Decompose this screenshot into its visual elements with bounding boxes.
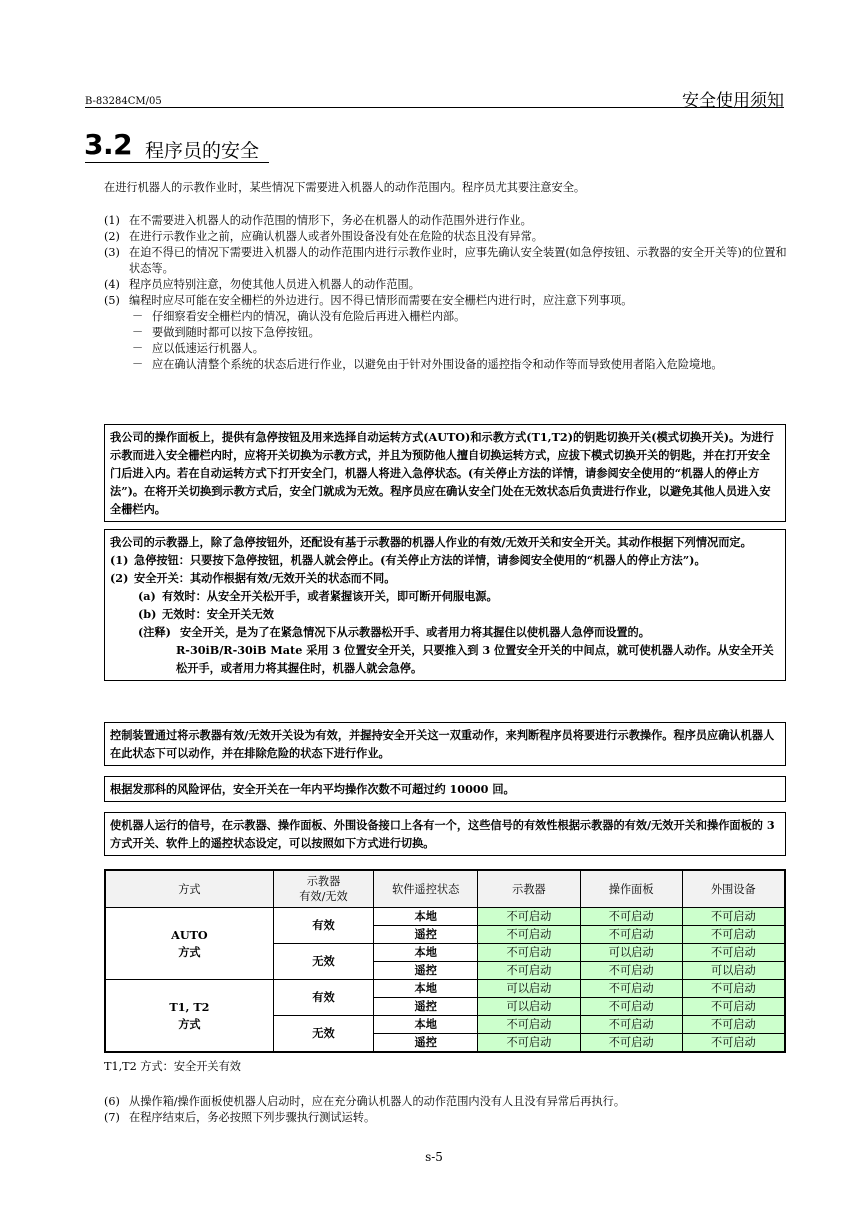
table-header-cell: 外围设备 xyxy=(682,870,785,908)
remote-state-cell: 本地 xyxy=(374,944,478,962)
list-item xyxy=(104,1094,788,1110)
page-number: s-5 xyxy=(425,1150,443,1164)
notice-item-number: (2) xyxy=(110,571,129,585)
table-header-cell: 示教器 有效/无效 xyxy=(273,870,373,908)
remote-state-cell: 本地 xyxy=(374,980,478,998)
list-item xyxy=(104,1110,788,1126)
numbered-list xyxy=(104,213,788,373)
list-item-text: 在迫不得已的情况下需要进入机器人的动作范围内进行示教作业时，应事先确认安全装置(如急停按钮、示教器的安全开关等)的位置和状态等。 xyxy=(129,246,787,275)
mode-cell: T1, T2 方式 xyxy=(105,980,273,1053)
table-header-cell: 示教器 xyxy=(478,870,580,908)
panel-start-cell: 不可启动 xyxy=(580,926,682,944)
notice-note-label: (注释) xyxy=(138,625,171,639)
remote-state-cell: 遥控 xyxy=(374,926,478,944)
notice-sub-item-text: 无效时：安全开关无效 xyxy=(162,607,274,621)
peripheral-start-cell: 不可启动 xyxy=(682,1016,785,1034)
dual-action-notice-box xyxy=(104,722,786,766)
section-title-underline xyxy=(85,162,269,163)
mode-cell: AUTO 方式 xyxy=(105,908,273,980)
table-footnote: T1,T2 方式：安全开关有效 xyxy=(104,1060,241,1073)
notice-sub-item-text: 有效时：从安全开关松开手，或者紧握该开关，即可断开伺服电源。 xyxy=(162,589,498,603)
notice-note-text: 安全开关，是为了在紧急情况下从示教器松开手、或者用力将其握住以使机器人急停而设置的。 xyxy=(180,625,650,639)
section-number: 3.2 xyxy=(84,128,133,161)
list-item xyxy=(104,229,788,245)
pendant-start-cell: 不可启动 xyxy=(478,908,580,926)
list-item xyxy=(104,245,788,277)
dash-mark: － xyxy=(132,358,144,371)
list-item-number: (2) xyxy=(104,230,120,243)
peripheral-start-cell: 不可启动 xyxy=(682,1034,785,1053)
pendant-start-cell: 不可启动 xyxy=(478,1034,580,1053)
sub-list-item-text: 要做到随时都可以按下急停按钮。 xyxy=(152,326,320,339)
peripheral-start-cell: 不可启动 xyxy=(682,908,785,926)
sub-list-item xyxy=(104,341,788,357)
peripheral-start-cell: 可以启动 xyxy=(682,962,785,980)
sub-list-item xyxy=(104,309,788,325)
list-item-number: (6) xyxy=(104,1095,120,1108)
table-row xyxy=(105,980,785,998)
dual-action-notice-text: 控制装置通过将示教器有效/无效开关设为有效，并握持安全开关这一双重动作，来判断程序员将要进行示教操作。程序员应确认机器人在此状态下可以动作，并在排除危险的状态下进行作业。 xyxy=(110,728,775,760)
signal-switching-notice-text: 使机器人运行的信号，在示教器、操作面板、外围设备接口上各有一个，这些信号的有效性根据示教器的有效/无效开关和操作面板的 3 方式开关、软件上的遥控状态设定，可以按照如下方式进行切换。 xyxy=(110,818,775,850)
table-row xyxy=(105,908,785,926)
list-item-number: (3) xyxy=(104,246,120,259)
notice-sub-item xyxy=(110,587,780,605)
list-item-text: 在不需要进入机器人的动作范围的情形下，务必在机器人的动作范围外进行作业。 xyxy=(129,214,532,227)
pendant-state-cell: 无效 xyxy=(273,1016,373,1053)
sub-list-item-text: 仔细察看安全栅栏内的情况，确认没有危险后再进入栅栏内部。 xyxy=(152,310,466,323)
peripheral-start-cell: 不可启动 xyxy=(682,944,785,962)
pendant-state-cell: 无效 xyxy=(273,944,373,980)
pendant-start-cell: 不可启动 xyxy=(478,926,580,944)
notice-sub-item-number: (a) xyxy=(138,589,156,603)
table-header-cell: 方式 xyxy=(105,870,273,908)
notice-item xyxy=(110,569,780,587)
numbered-list-continued xyxy=(104,1094,788,1126)
dash-mark: － xyxy=(132,326,144,339)
pendant-start-cell: 不可启动 xyxy=(478,1016,580,1034)
list-item-text: 程序员应特别注意，勿使其他人员进入机器人的动作范围。 xyxy=(129,278,420,291)
panel-start-cell: 不可启动 xyxy=(580,908,682,926)
list-item xyxy=(104,213,788,229)
sub-list-item xyxy=(104,357,788,373)
operator-panel-notice-box xyxy=(104,424,786,522)
table-header-cell: 操作面板 xyxy=(580,870,682,908)
remote-state-cell: 本地 xyxy=(374,1016,478,1034)
notice-item-text: 安全开关：其动作根据有效/无效开关的状态而不同。 xyxy=(134,571,396,585)
notice-item xyxy=(110,551,780,569)
panel-start-cell: 不可启动 xyxy=(580,980,682,998)
signal-switching-notice-box xyxy=(104,812,786,856)
remote-state-cell: 遥控 xyxy=(374,1034,478,1053)
pendant-state-cell: 有效 xyxy=(273,908,373,944)
notice-note-detail: R-30iB/R-30iB Mate 采用 3 位置安全开关，只要推入到 3 位置安全开关的中间点，就可使机器人动作。从安全开关松开手，或者用力将其握住时，机器人就会急停。 xyxy=(176,643,774,675)
list-item-text: 在进行示教作业之前，应确认机器人或者外围设备没有处在危险的状态且没有异常。 xyxy=(129,230,543,243)
notice-note xyxy=(110,623,780,641)
pendant-start-cell: 不可启动 xyxy=(478,962,580,980)
list-item-number: (5) xyxy=(104,294,120,307)
remote-state-cell: 本地 xyxy=(374,908,478,926)
dash-mark: － xyxy=(132,342,144,355)
remote-state-cell: 遥控 xyxy=(374,998,478,1016)
list-item xyxy=(104,277,788,293)
section-title: 程序员的安全 xyxy=(145,140,260,162)
intro-paragraph: 在进行机器人的示教作业时，某些情况下需要进入机器人的动作范围内。程序员尤其要注意安全。 xyxy=(104,181,586,194)
start-permission-table xyxy=(104,869,786,1053)
list-item-number: (1) xyxy=(104,214,120,227)
sub-list-item xyxy=(104,325,788,341)
operator-panel-notice-text: 我公司的操作面板上，提供有急停按钮及用来选择自动运转方式(AUTO)和示教方式(T1,T2)的钥匙切换开关(模式切换开关)。为进行示教而进入安全栅栏内时，应将开关切换为示教方式，并且为预防他人擅自切换运转方式，应拔下模式切换开关的钥匙，并在打开安全门后进入内。若在自动运转方式下打开安全门，机器人将进入急停状态。(有关停止方法的详情，请参阅安全使用的“机器人的停止方法”)。在将开关切换到示教方式后，安全门就成为无效。程序员应在确认安全门处在无效状态后负责进行作业，以避免其他人员进入安全栅栏内。 xyxy=(110,430,774,516)
risk-assessment-notice-box xyxy=(104,776,786,802)
teach-pendant-notice-intro: 我公司的示教器上，除了急停按钮外，还配设有基于示教器的机器人作业的有效/无效开关和安全开关。其动作根据下列情况而定。 xyxy=(110,535,752,549)
list-item xyxy=(104,293,788,309)
peripheral-start-cell: 不可启动 xyxy=(682,998,785,1016)
notice-sub-item-number: (b) xyxy=(138,607,157,621)
document-id: B-83284CM/05 xyxy=(85,96,162,107)
panel-start-cell: 不可启动 xyxy=(580,998,682,1016)
dash-mark: － xyxy=(132,310,144,323)
risk-assessment-notice-text: 根据发那科的风险评估，安全开关在一年内平均操作次数不可超过约 10000 回。 xyxy=(110,782,515,796)
header-divider xyxy=(85,107,784,108)
notice-item-text: 急停按钮：只要按下急停按钮，机器人就会停止。(有关停止方法的详情，请参阅安全使用的“机器人的停止方法”)。 xyxy=(134,553,706,567)
header-title: 安全使用须知 xyxy=(682,91,784,111)
list-item-number: (4) xyxy=(104,278,120,291)
table-header-row xyxy=(105,870,785,908)
sub-list-item-text: 应以低速运行机器人。 xyxy=(152,342,264,355)
peripheral-start-cell: 不可启动 xyxy=(682,926,785,944)
panel-start-cell: 不可启动 xyxy=(580,1034,682,1053)
notice-item-number: (1) xyxy=(110,553,129,567)
peripheral-start-cell: 不可启动 xyxy=(682,980,785,998)
panel-start-cell: 不可启动 xyxy=(580,962,682,980)
notice-sub-item xyxy=(110,605,780,623)
list-item-number: (7) xyxy=(104,1111,120,1124)
list-item-text: 编程时应尽可能在安全栅栏的外边进行。因不得已情形而需要在安全栅栏内进行时，应注意下列事项。 xyxy=(129,294,633,307)
panel-start-cell: 可以启动 xyxy=(580,944,682,962)
pendant-start-cell: 可以启动 xyxy=(478,980,580,998)
table-header-cell: 软件遥控状态 xyxy=(374,870,478,908)
teach-pendant-notice-box xyxy=(104,529,786,681)
list-item-text: 从操作箱/操作面板使机器人启动时，应在充分确认机器人的动作范围内没有人且没有异常后再执行。 xyxy=(129,1095,626,1108)
pendant-start-cell: 可以启动 xyxy=(478,998,580,1016)
sub-list-item-text: 应在确认清整个系统的状态后进行作业，以避免由于针对外围设备的遥控指令和动作等而导致使用者陷入危险境地。 xyxy=(152,358,723,371)
panel-start-cell: 不可启动 xyxy=(580,1016,682,1034)
pendant-state-cell: 有效 xyxy=(273,980,373,1016)
remote-state-cell: 遥控 xyxy=(374,962,478,980)
pendant-start-cell: 不可启动 xyxy=(478,944,580,962)
list-item-text: 在程序结束后，务必按照下列步骤执行测试运转。 xyxy=(129,1111,376,1124)
